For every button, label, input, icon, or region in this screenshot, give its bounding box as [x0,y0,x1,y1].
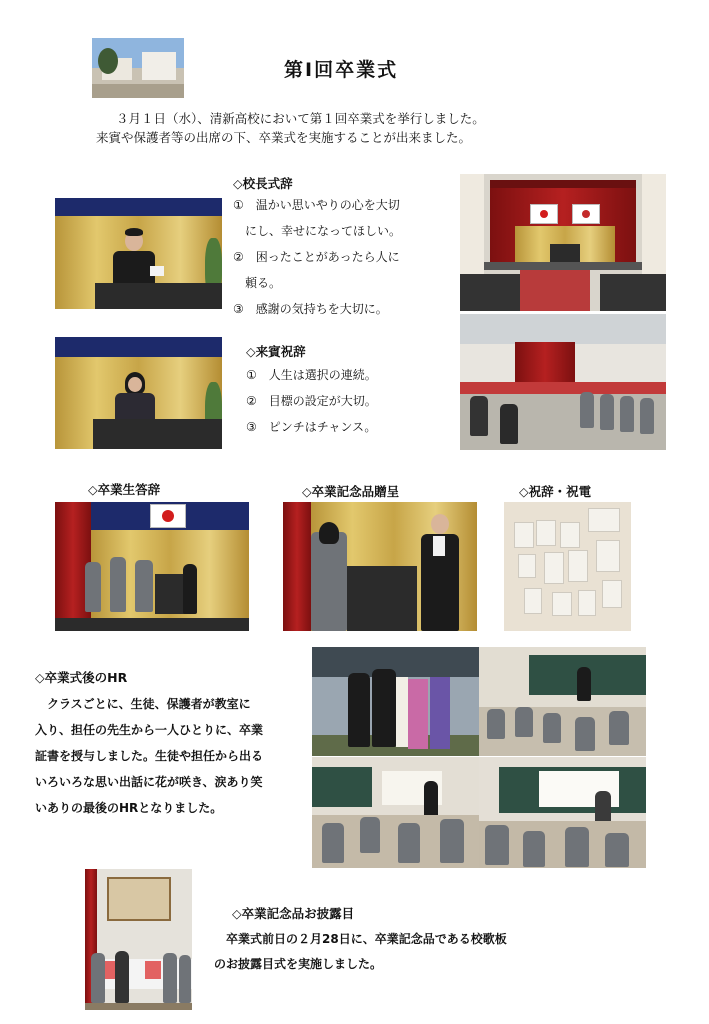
hr-line: いろいろな思い出話に花が咲き、涙あり笑 [35,775,263,789]
page-title: 第Ⅰ回卒業式 [284,59,399,81]
principal-item: 頼る。 [233,276,282,290]
hr-line: 入り、担任の先生から一人ひとりに、卒業 [35,723,264,737]
school-song-board-photo [85,869,192,1010]
intro-line-1: ３月１日（水）、清新高校において第１回卒業式を挙行しました。 [116,111,485,126]
graduate-address-photo [55,502,249,631]
principal-speech-photo [55,198,222,309]
guest-item: ③ ピンチはチャンス。 [246,420,377,434]
hr-body [35,691,263,821]
unveiling-heading: ◇卒業記念品お披露目 [232,906,355,921]
principal-item: ③ 感謝の気持ちを大切に。 [233,302,388,316]
school-building-photo [92,38,184,98]
principal-heading: ◇校長式辞 [233,176,293,191]
hr-line: 証書を授与しました。生徒や担任から出る [35,749,264,763]
principal-item: にし、幸せになってほしい。 [233,224,402,238]
unveiling-body [214,927,507,977]
telegrams-caption: ◇祝辞・祝電 [519,484,592,499]
gift-presentation-photo [283,502,477,631]
principal-list [233,192,401,322]
guest-item: ② 目標の設定が大切。 [246,394,377,408]
hr-line: クラスごとに、生徒、保護者が教室に [35,697,251,711]
gift-presentation-caption: ◇卒業記念品贈呈 [302,484,400,499]
principal-item: ① 温かい思いやりの心を大切 [233,198,400,212]
hr-line: いありの最後のHRとなりました。 [35,801,223,815]
hr-heading: ◇卒業式後のHR [35,670,128,685]
guest-heading: ◇来賓祝辞 [246,344,306,359]
hr-classroom-photo-2 [312,757,479,868]
ceremony-hall-audience-photo [460,314,666,450]
guest-item: ① 人生は選択の連続。 [246,368,377,382]
graduate-address-caption: ◇卒業生答辞 [88,482,161,497]
hr-classroom-photo-1 [479,647,646,756]
unveiling-line: のお披露目式を実施しました。 [214,957,383,971]
ceremony-hall-stage-photo [460,174,666,311]
hr-classroom-photo-3 [479,757,646,868]
intro-line-2: 来賓や保護者等の出席の下、卒業式を実施することが出来ました。 [96,130,472,145]
principal-item: ② 困ったことがあったら人に [233,250,400,264]
guest-speech-photo [55,337,222,449]
intro-text [96,109,485,147]
hr-family-photo [312,647,479,756]
guest-list [246,362,377,440]
telegrams-board-photo [504,502,631,631]
unveiling-line: 卒業式前日の２月28日に、卒業記念品である校歌板 [214,932,507,946]
